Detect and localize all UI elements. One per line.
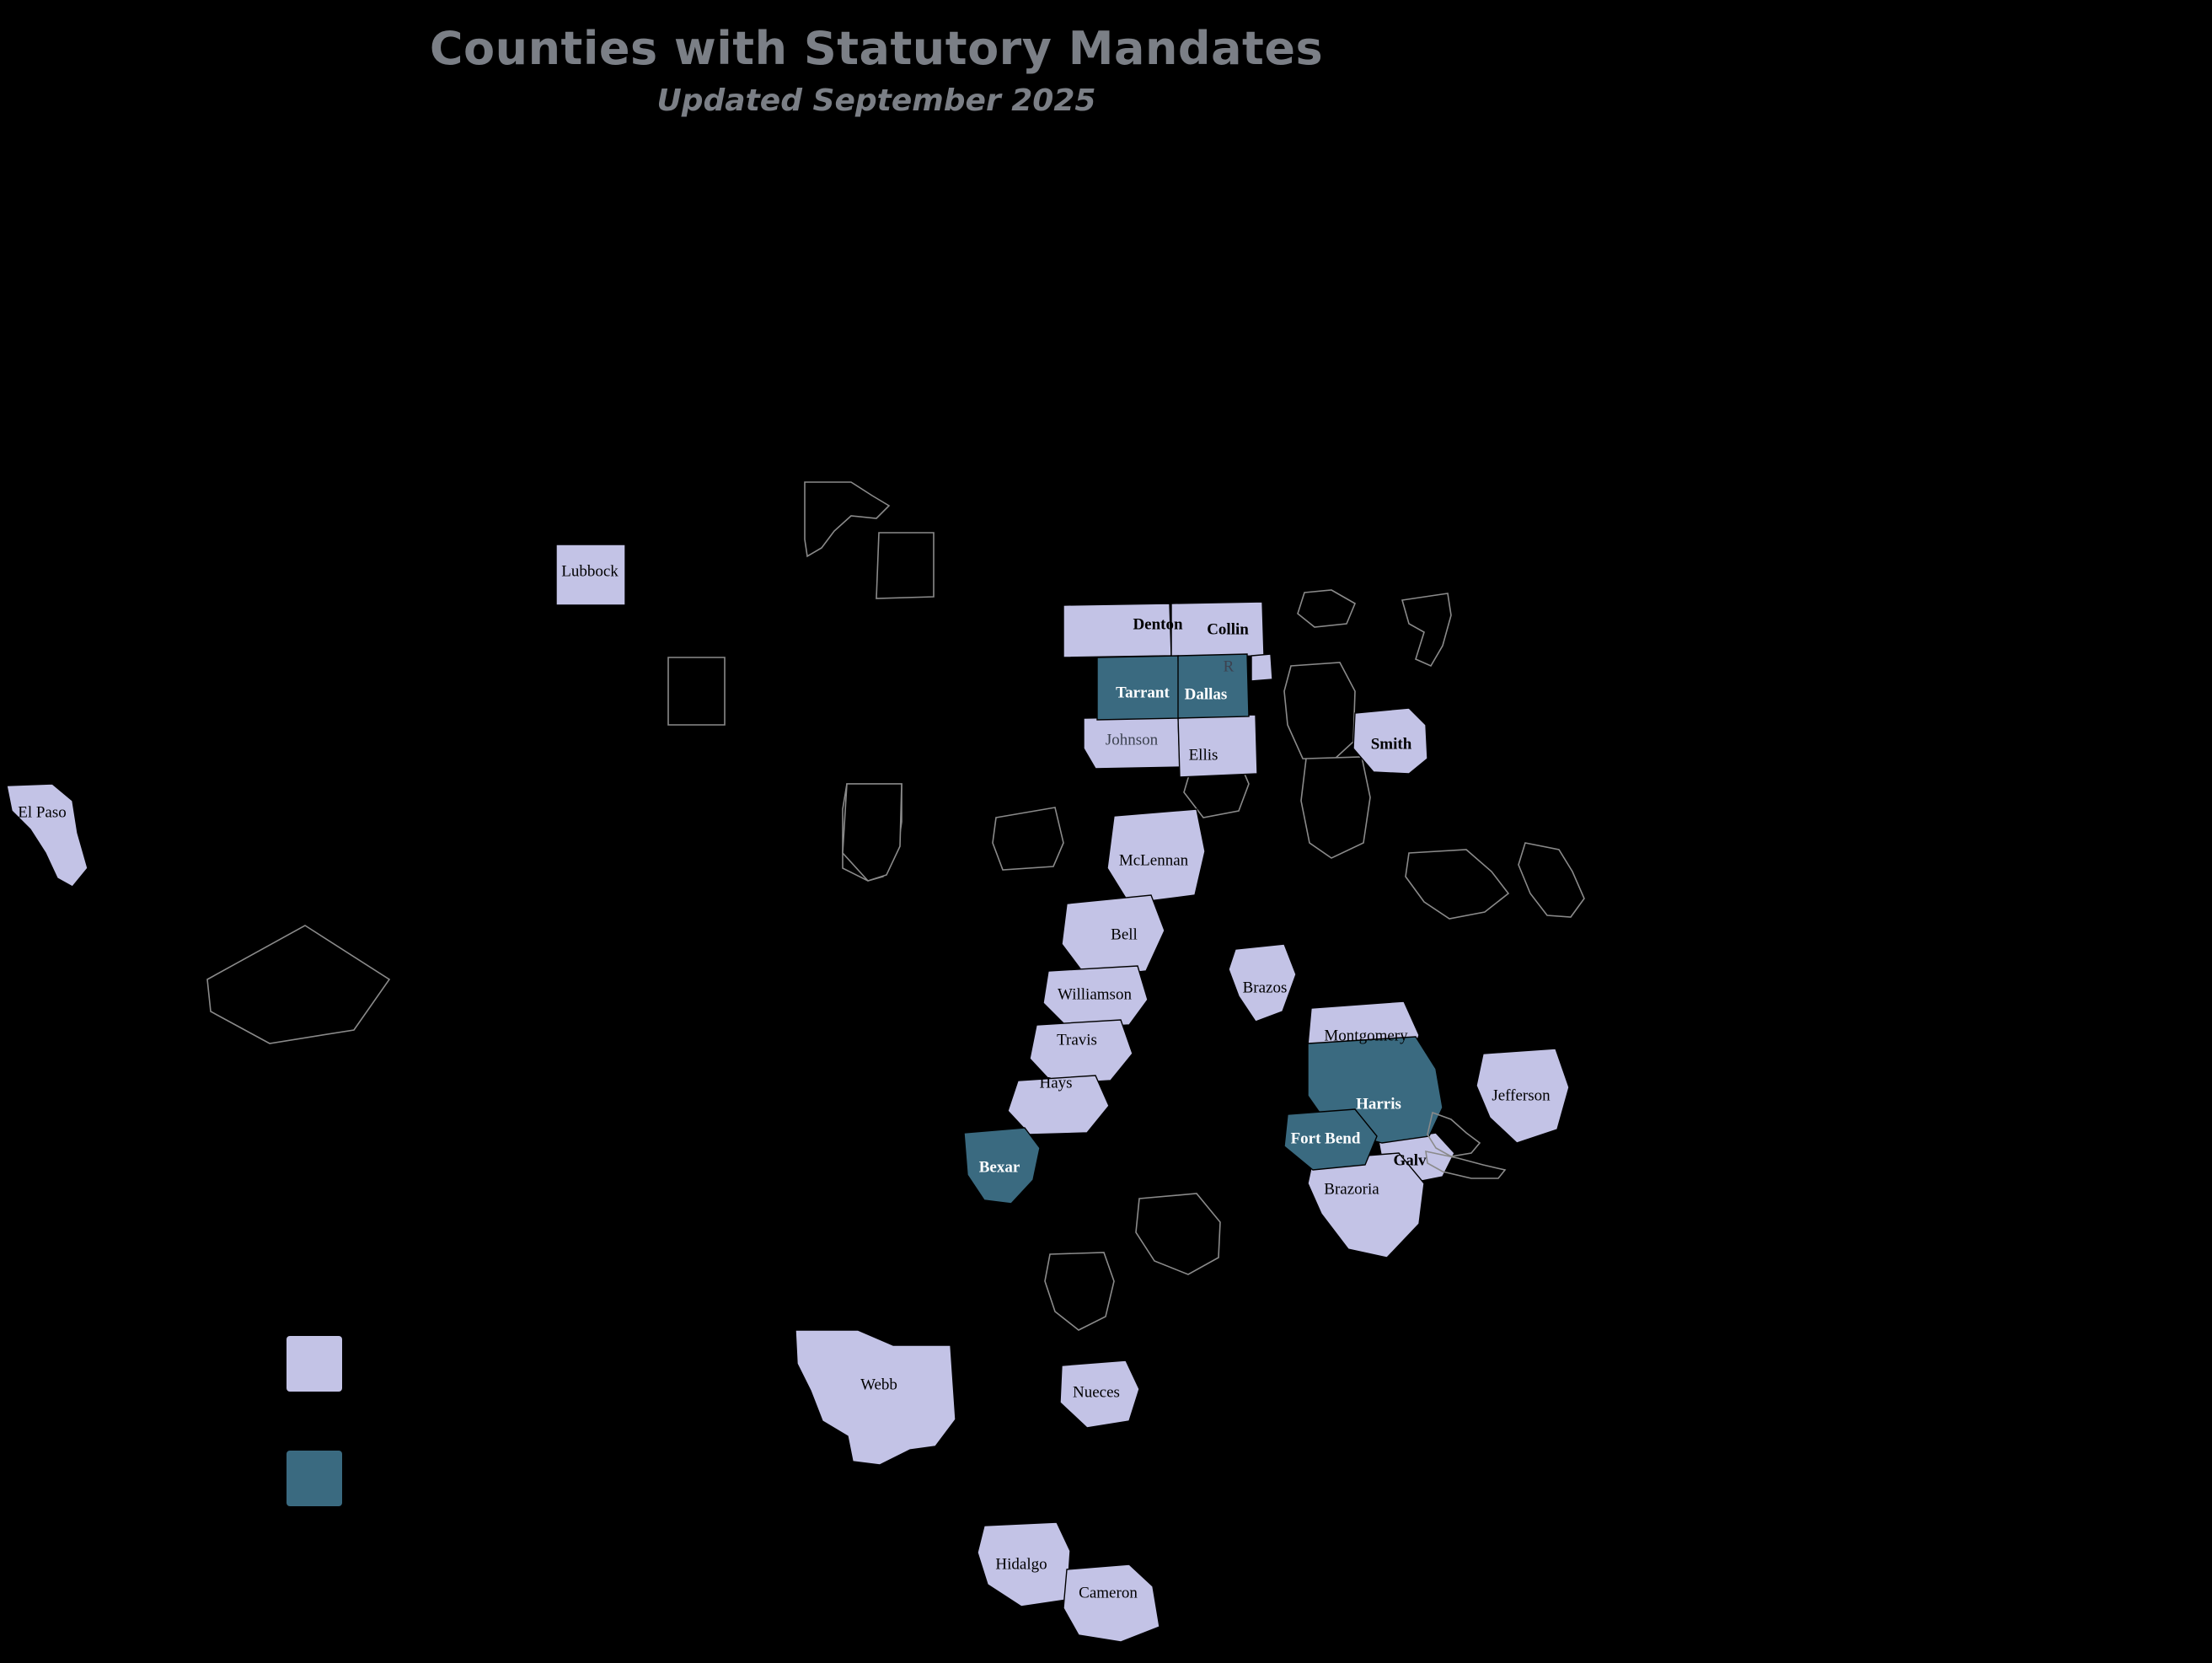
legend-swatch-light	[287, 1336, 342, 1392]
label-jefferson: Jefferson	[1492, 1086, 1551, 1105]
label-ellis: Ellis	[1188, 746, 1218, 764]
page-title: Counties with Statutory Mandates	[429, 22, 1324, 75]
label-fort-bend: Fort Bend	[1290, 1129, 1361, 1148]
label-denton: Denton	[1133, 615, 1183, 634]
county-bell[interactable]	[1062, 895, 1165, 978]
county-outline	[1406, 850, 1508, 919]
county-hidalgo[interactable]	[977, 1522, 1070, 1607]
county-lubbock[interactable]	[556, 544, 625, 605]
county-hays[interactable]	[1008, 1076, 1109, 1135]
label-brazos: Brazos	[1242, 979, 1288, 997]
label-smith: Smith	[1370, 735, 1412, 754]
label-bell: Bell	[1111, 925, 1138, 944]
county-outline	[1402, 593, 1451, 666]
county-outline	[805, 482, 889, 556]
label-cameron: Cameron	[1079, 1584, 1138, 1602]
county-nueces[interactable]	[1060, 1360, 1139, 1428]
county-johnson[interactable]	[1084, 716, 1180, 769]
county-outline	[1136, 1194, 1220, 1274]
label-el-paso: El Paso	[18, 803, 67, 822]
county-outline	[1045, 1253, 1114, 1330]
label-harris: Harris	[1356, 1095, 1401, 1113]
county-jefferson[interactable]	[1476, 1049, 1569, 1143]
county-outline	[993, 807, 1063, 870]
label-rockwall: R	[1223, 657, 1235, 676]
label-montgomery: Montgomery	[1324, 1027, 1408, 1045]
county-brazos[interactable]	[1229, 944, 1296, 1022]
label-collin: Collin	[1207, 620, 1249, 639]
county-travis[interactable]	[1030, 1020, 1133, 1084]
county-outline	[1298, 590, 1355, 627]
label-bexar: Bexar	[978, 1158, 1020, 1177]
legend	[287, 1328, 364, 1557]
county-williamson[interactable]	[1043, 966, 1148, 1028]
county-rockwall[interactable]	[1251, 654, 1272, 681]
county-outline	[1518, 843, 1584, 917]
label-galveston: Galv	[1393, 1151, 1427, 1170]
county-ellis[interactable]	[1178, 715, 1257, 777]
county-dallas[interactable]	[1178, 654, 1249, 718]
label-travis: Travis	[1057, 1031, 1097, 1049]
county-el-paso[interactable]	[7, 784, 88, 887]
label-lubbock: Lubbock	[561, 562, 619, 581]
label-mclennan: McLennan	[1118, 851, 1189, 870]
county-outline	[876, 533, 934, 598]
county-denton[interactable]	[1063, 604, 1171, 657]
county-mclennan[interactable]	[1107, 809, 1205, 904]
legend-item	[287, 1442, 364, 1515]
county-outline	[1284, 663, 1355, 760]
county-outline	[1301, 757, 1370, 858]
county-outline	[207, 925, 389, 1043]
county-fort-bend[interactable]	[1284, 1109, 1377, 1170]
label-hidalgo: Hidalgo	[995, 1555, 1047, 1574]
page-subtitle: Updated September 2025	[656, 83, 1096, 119]
label-brazoria: Brazoria	[1324, 1180, 1379, 1199]
label-dallas: Dallas	[1184, 685, 1228, 704]
label-nueces: Nueces	[1073, 1383, 1120, 1402]
label-webb: Webb	[860, 1376, 897, 1394]
label-hays: Hays	[1039, 1074, 1073, 1092]
county-tarrant[interactable]	[1097, 656, 1180, 720]
county-outline	[668, 657, 725, 725]
legend-item	[287, 1328, 364, 1400]
county-webb[interactable]	[795, 1330, 956, 1465]
label-williamson: Williamson	[1058, 985, 1132, 1004]
county-cameron[interactable]	[1063, 1564, 1160, 1642]
county-bexar[interactable]	[964, 1128, 1040, 1204]
legend-swatch-dark	[287, 1451, 342, 1506]
county-collin[interactable]	[1171, 602, 1264, 657]
county-smith[interactable]	[1353, 708, 1427, 774]
label-tarrant: Tarrant	[1116, 684, 1170, 702]
label-johnson: Johnson	[1105, 731, 1159, 749]
